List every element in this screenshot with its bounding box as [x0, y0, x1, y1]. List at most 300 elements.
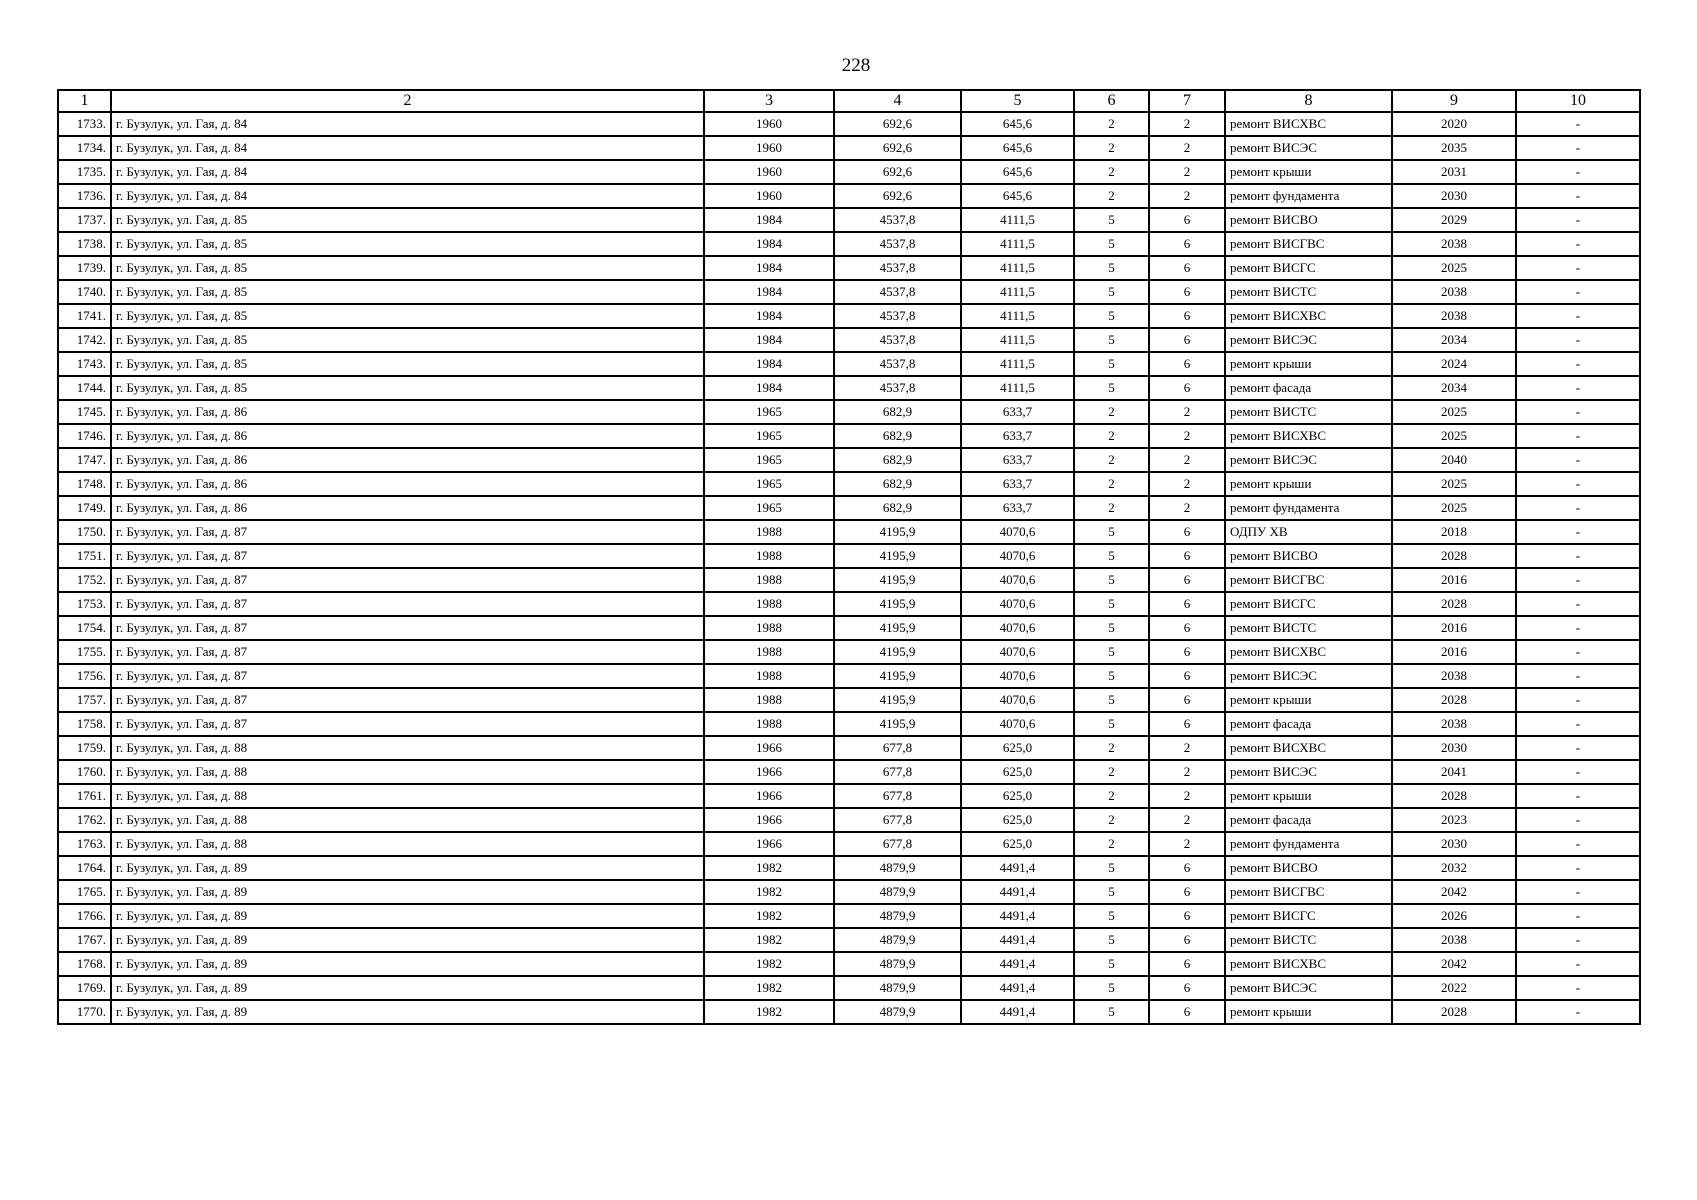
row-number-cell: 1750.: [58, 520, 111, 544]
column-header: 7: [1149, 90, 1225, 112]
work-type-cell: ремонт ВИСХВС: [1225, 112, 1392, 136]
row-number-cell: 1747.: [58, 448, 111, 472]
residential-area-cell: 625,0: [961, 760, 1074, 784]
table-row: [58, 160, 1640, 184]
work-type-cell: ремонт ВИСТС: [1225, 928, 1392, 952]
work-type-cell: ремонт фундамента: [1225, 496, 1392, 520]
address-cell: г. Бузулук, ул. Гая, д. 84: [111, 184, 704, 208]
row-number-cell: 1760.: [58, 760, 111, 784]
address-cell: г. Бузулук, ул. Гая, д. 88: [111, 832, 704, 856]
residential-area-cell: 4070,6: [961, 568, 1074, 592]
row-number-cell: 1751.: [58, 544, 111, 568]
residential-area-cell: 645,6: [961, 136, 1074, 160]
residential-area-cell: 625,0: [961, 736, 1074, 760]
year-built-cell: 1988: [704, 688, 834, 712]
work-type-cell: ремонт ВИСТС: [1225, 280, 1392, 304]
note-cell: -: [1516, 280, 1640, 304]
note-cell: -: [1516, 904, 1640, 928]
entrances-cell: 6: [1149, 688, 1225, 712]
year-built-cell: 1984: [704, 304, 834, 328]
entrances-cell: 6: [1149, 640, 1225, 664]
planned-year-cell: 2025: [1392, 400, 1516, 424]
work-type-cell: ремонт ВИСВО: [1225, 208, 1392, 232]
note-cell: -: [1516, 760, 1640, 784]
note-cell: -: [1516, 1000, 1640, 1024]
total-area-cell: 4537,8: [834, 328, 961, 352]
entrances-cell: 6: [1149, 904, 1225, 928]
row-number-cell: 1752.: [58, 568, 111, 592]
table-row: [58, 952, 1640, 976]
row-number-cell: 1770.: [58, 1000, 111, 1024]
total-area-cell: 4195,9: [834, 544, 961, 568]
note-cell: -: [1516, 112, 1640, 136]
total-area-cell: 682,9: [834, 400, 961, 424]
total-area-cell: 677,8: [834, 784, 961, 808]
floors-cell: 2: [1074, 832, 1149, 856]
year-built-cell: 1982: [704, 904, 834, 928]
entrances-cell: 6: [1149, 1000, 1225, 1024]
planned-year-cell: 2028: [1392, 688, 1516, 712]
address-cell: г. Бузулук, ул. Гая, д. 87: [111, 640, 704, 664]
address-cell: г. Бузулук, ул. Гая, д. 89: [111, 904, 704, 928]
total-area-cell: 677,8: [834, 832, 961, 856]
address-cell: г. Бузулук, ул. Гая, д. 87: [111, 616, 704, 640]
note-cell: -: [1516, 832, 1640, 856]
table-row: [58, 280, 1640, 304]
work-type-cell: ремонт крыши: [1225, 352, 1392, 376]
total-area-cell: 692,6: [834, 136, 961, 160]
table-row: [58, 712, 1640, 736]
address-cell: г. Бузулук, ул. Гая, д. 86: [111, 496, 704, 520]
residential-area-cell: 4111,5: [961, 280, 1074, 304]
work-type-cell: ремонт ВИСГС: [1225, 904, 1392, 928]
total-area-cell: 4195,9: [834, 616, 961, 640]
residential-area-cell: 4070,6: [961, 616, 1074, 640]
year-built-cell: 1984: [704, 232, 834, 256]
address-cell: г. Бузулук, ул. Гая, д. 85: [111, 280, 704, 304]
entrances-cell: 6: [1149, 304, 1225, 328]
table-row: [58, 616, 1640, 640]
note-cell: -: [1516, 856, 1640, 880]
total-area-cell: 4879,9: [834, 1000, 961, 1024]
total-area-cell: 4195,9: [834, 568, 961, 592]
planned-year-cell: 2024: [1392, 352, 1516, 376]
planned-year-cell: 2020: [1392, 112, 1516, 136]
floors-cell: 2: [1074, 472, 1149, 496]
total-area-cell: 4879,9: [834, 856, 961, 880]
year-built-cell: 1966: [704, 784, 834, 808]
row-number-cell: 1769.: [58, 976, 111, 1000]
total-area-cell: 677,8: [834, 808, 961, 832]
entrances-cell: 2: [1149, 784, 1225, 808]
row-number-cell: 1761.: [58, 784, 111, 808]
planned-year-cell: 2030: [1392, 184, 1516, 208]
year-built-cell: 1965: [704, 424, 834, 448]
table-row: [58, 496, 1640, 520]
address-cell: г. Бузулук, ул. Гая, д. 89: [111, 1000, 704, 1024]
address-cell: г. Бузулук, ул. Гая, д. 89: [111, 952, 704, 976]
entrances-cell: 6: [1149, 256, 1225, 280]
total-area-cell: 4537,8: [834, 352, 961, 376]
work-type-cell: ремонт ВИСХВС: [1225, 424, 1392, 448]
total-area-cell: 692,6: [834, 112, 961, 136]
table-row: [58, 304, 1640, 328]
total-area-cell: 4195,9: [834, 664, 961, 688]
row-number-cell: 1740.: [58, 280, 111, 304]
year-built-cell: 1982: [704, 856, 834, 880]
residential-area-cell: 4491,4: [961, 952, 1074, 976]
total-area-cell: 677,8: [834, 760, 961, 784]
row-number-cell: 1749.: [58, 496, 111, 520]
table-row: [58, 424, 1640, 448]
row-number-cell: 1754.: [58, 616, 111, 640]
floors-cell: 2: [1074, 112, 1149, 136]
planned-year-cell: 2034: [1392, 328, 1516, 352]
year-built-cell: 1966: [704, 808, 834, 832]
column-header: 9: [1392, 90, 1516, 112]
entrances-cell: 2: [1149, 736, 1225, 760]
planned-year-cell: 2025: [1392, 424, 1516, 448]
row-number-cell: 1753.: [58, 592, 111, 616]
table-row: [58, 136, 1640, 160]
residential-area-cell: 4070,6: [961, 592, 1074, 616]
planned-year-cell: 2029: [1392, 208, 1516, 232]
note-cell: -: [1516, 592, 1640, 616]
table-row: [58, 352, 1640, 376]
note-cell: -: [1516, 352, 1640, 376]
residential-area-cell: 4070,6: [961, 640, 1074, 664]
entrances-cell: 6: [1149, 376, 1225, 400]
work-type-cell: ремонт ВИСГС: [1225, 256, 1392, 280]
table-row: [58, 688, 1640, 712]
note-cell: -: [1516, 304, 1640, 328]
address-cell: г. Бузулук, ул. Гая, д. 88: [111, 736, 704, 760]
row-number-cell: 1766.: [58, 904, 111, 928]
planned-year-cell: 2042: [1392, 952, 1516, 976]
residential-area-cell: 4070,6: [961, 688, 1074, 712]
work-type-cell: ремонт ВИСГВС: [1225, 232, 1392, 256]
address-cell: г. Бузулук, ул. Гая, д. 86: [111, 448, 704, 472]
residential-area-cell: 4491,4: [961, 904, 1074, 928]
work-type-cell: ремонт ВИСЭС: [1225, 664, 1392, 688]
planned-year-cell: 2023: [1392, 808, 1516, 832]
address-cell: г. Бузулук, ул. Гая, д. 87: [111, 712, 704, 736]
planned-year-cell: 2025: [1392, 496, 1516, 520]
table-row: [58, 808, 1640, 832]
year-built-cell: 1988: [704, 568, 834, 592]
work-type-cell: ремонт ВИСЭС: [1225, 448, 1392, 472]
floors-cell: 5: [1074, 616, 1149, 640]
residential-area-cell: 625,0: [961, 784, 1074, 808]
note-cell: -: [1516, 376, 1640, 400]
address-cell: г. Бузулук, ул. Гая, д. 87: [111, 520, 704, 544]
column-header: 6: [1074, 90, 1149, 112]
work-type-cell: ремонт фундамента: [1225, 832, 1392, 856]
note-cell: -: [1516, 736, 1640, 760]
note-cell: -: [1516, 136, 1640, 160]
planned-year-cell: 2022: [1392, 976, 1516, 1000]
address-cell: г. Бузулук, ул. Гая, д. 86: [111, 472, 704, 496]
work-type-cell: ремонт ВИСГВС: [1225, 568, 1392, 592]
work-type-cell: ремонт ВИСХВС: [1225, 736, 1392, 760]
work-type-cell: ремонт ВИСГВС: [1225, 880, 1392, 904]
row-number-cell: 1763.: [58, 832, 111, 856]
floors-cell: 5: [1074, 544, 1149, 568]
row-number-cell: 1733.: [58, 112, 111, 136]
column-header: 4: [834, 90, 961, 112]
register-table: [57, 89, 1641, 1025]
note-cell: -: [1516, 976, 1640, 1000]
work-type-cell: ремонт ВИСЭС: [1225, 976, 1392, 1000]
year-built-cell: 1960: [704, 112, 834, 136]
entrances-cell: 6: [1149, 952, 1225, 976]
residential-area-cell: 645,6: [961, 160, 1074, 184]
total-area-cell: 4879,9: [834, 904, 961, 928]
year-built-cell: 1966: [704, 760, 834, 784]
address-cell: г. Бузулук, ул. Гая, д. 85: [111, 328, 704, 352]
entrances-cell: 2: [1149, 136, 1225, 160]
floors-cell: 5: [1074, 376, 1149, 400]
row-number-cell: 1767.: [58, 928, 111, 952]
year-built-cell: 1982: [704, 880, 834, 904]
table-row: [58, 472, 1640, 496]
table-row: [58, 736, 1640, 760]
note-cell: -: [1516, 256, 1640, 280]
entrances-cell: 6: [1149, 328, 1225, 352]
address-cell: г. Бузулук, ул. Гая, д. 85: [111, 352, 704, 376]
column-header: 10: [1516, 90, 1640, 112]
row-number-cell: 1741.: [58, 304, 111, 328]
address-cell: г. Бузулук, ул. Гая, д. 87: [111, 688, 704, 712]
floors-cell: 5: [1074, 352, 1149, 376]
row-number-cell: 1739.: [58, 256, 111, 280]
row-number-cell: 1734.: [58, 136, 111, 160]
year-built-cell: 1966: [704, 832, 834, 856]
work-type-cell: ремонт ВИСВО: [1225, 544, 1392, 568]
residential-area-cell: 645,6: [961, 184, 1074, 208]
year-built-cell: 1984: [704, 256, 834, 280]
floors-cell: 5: [1074, 856, 1149, 880]
total-area-cell: 4195,9: [834, 640, 961, 664]
planned-year-cell: 2038: [1392, 664, 1516, 688]
entrances-cell: 2: [1149, 112, 1225, 136]
address-cell: г. Бузулук, ул. Гая, д. 86: [111, 400, 704, 424]
note-cell: -: [1516, 496, 1640, 520]
total-area-cell: 682,9: [834, 424, 961, 448]
total-area-cell: 4537,8: [834, 304, 961, 328]
entrances-cell: 6: [1149, 544, 1225, 568]
floors-cell: 5: [1074, 304, 1149, 328]
entrances-cell: 6: [1149, 352, 1225, 376]
floors-cell: 5: [1074, 328, 1149, 352]
table-header: [58, 90, 1640, 112]
address-cell: г. Бузулук, ул. Гая, д. 88: [111, 784, 704, 808]
residential-area-cell: 4111,5: [961, 304, 1074, 328]
table-row: [58, 640, 1640, 664]
entrances-cell: 6: [1149, 280, 1225, 304]
table-row: [58, 448, 1640, 472]
entrances-cell: 2: [1149, 496, 1225, 520]
year-built-cell: 1988: [704, 640, 834, 664]
total-area-cell: 692,6: [834, 160, 961, 184]
residential-area-cell: 4491,4: [961, 928, 1074, 952]
residential-area-cell: 645,6: [961, 112, 1074, 136]
planned-year-cell: 2016: [1392, 640, 1516, 664]
row-number-cell: 1737.: [58, 208, 111, 232]
work-type-cell: ремонт крыши: [1225, 784, 1392, 808]
column-header: 1: [58, 90, 111, 112]
address-cell: г. Бузулук, ул. Гая, д. 87: [111, 664, 704, 688]
note-cell: -: [1516, 520, 1640, 544]
note-cell: -: [1516, 448, 1640, 472]
total-area-cell: 692,6: [834, 184, 961, 208]
residential-area-cell: 625,0: [961, 808, 1074, 832]
total-area-cell: 4537,8: [834, 208, 961, 232]
floors-cell: 5: [1074, 208, 1149, 232]
entrances-cell: 6: [1149, 208, 1225, 232]
residential-area-cell: 4111,5: [961, 352, 1074, 376]
entrances-cell: 6: [1149, 616, 1225, 640]
total-area-cell: 677,8: [834, 736, 961, 760]
year-built-cell: 1984: [704, 328, 834, 352]
planned-year-cell: 2028: [1392, 784, 1516, 808]
floors-cell: 5: [1074, 280, 1149, 304]
planned-year-cell: 2038: [1392, 928, 1516, 952]
planned-year-cell: 2018: [1392, 520, 1516, 544]
planned-year-cell: 2038: [1392, 232, 1516, 256]
table-row: [58, 832, 1640, 856]
floors-cell: 5: [1074, 904, 1149, 928]
floors-cell: 5: [1074, 520, 1149, 544]
note-cell: -: [1516, 472, 1640, 496]
planned-year-cell: 2035: [1392, 136, 1516, 160]
entrances-cell: 6: [1149, 880, 1225, 904]
table-row: [58, 232, 1640, 256]
total-area-cell: 4195,9: [834, 688, 961, 712]
work-type-cell: ремонт фасада: [1225, 376, 1392, 400]
entrances-cell: 6: [1149, 712, 1225, 736]
row-number-cell: 1759.: [58, 736, 111, 760]
year-built-cell: 1988: [704, 712, 834, 736]
table-row: [58, 568, 1640, 592]
residential-area-cell: 4111,5: [961, 376, 1074, 400]
residential-area-cell: 4111,5: [961, 208, 1074, 232]
note-cell: -: [1516, 880, 1640, 904]
note-cell: -: [1516, 928, 1640, 952]
row-number-cell: 1748.: [58, 472, 111, 496]
table-row: [58, 376, 1640, 400]
address-cell: г. Бузулук, ул. Гая, д. 88: [111, 808, 704, 832]
work-type-cell: ремонт ВИСТС: [1225, 400, 1392, 424]
row-number-cell: 1744.: [58, 376, 111, 400]
planned-year-cell: 2042: [1392, 880, 1516, 904]
table-row: [58, 592, 1640, 616]
planned-year-cell: 2016: [1392, 616, 1516, 640]
year-built-cell: 1988: [704, 520, 834, 544]
year-built-cell: 1965: [704, 448, 834, 472]
row-number-cell: 1757.: [58, 688, 111, 712]
residential-area-cell: 4111,5: [961, 232, 1074, 256]
work-type-cell: ремонт фундамента: [1225, 184, 1392, 208]
address-cell: г. Бузулук, ул. Гая, д. 84: [111, 136, 704, 160]
planned-year-cell: 2038: [1392, 304, 1516, 328]
residential-area-cell: 4491,4: [961, 976, 1074, 1000]
planned-year-cell: 2030: [1392, 832, 1516, 856]
note-cell: -: [1516, 712, 1640, 736]
address-cell: г. Бузулук, ул. Гая, д. 85: [111, 256, 704, 280]
note-cell: -: [1516, 328, 1640, 352]
address-cell: г. Бузулук, ул. Гая, д. 87: [111, 544, 704, 568]
residential-area-cell: 633,7: [961, 400, 1074, 424]
entrances-cell: 2: [1149, 808, 1225, 832]
work-type-cell: ремонт ВИСТС: [1225, 616, 1392, 640]
table-row: [58, 784, 1640, 808]
total-area-cell: 4195,9: [834, 712, 961, 736]
page-number: 228: [841, 55, 871, 76]
table-row: [58, 760, 1640, 784]
residential-area-cell: 4070,6: [961, 520, 1074, 544]
table-row: [58, 976, 1640, 1000]
address-cell: г. Бузулук, ул. Гая, д. 87: [111, 568, 704, 592]
planned-year-cell: 2041: [1392, 760, 1516, 784]
residential-area-cell: 4070,6: [961, 712, 1074, 736]
address-cell: г. Бузулук, ул. Гая, д. 85: [111, 376, 704, 400]
note-cell: -: [1516, 616, 1640, 640]
floors-cell: 2: [1074, 808, 1149, 832]
table-row: [58, 328, 1640, 352]
total-area-cell: 4879,9: [834, 880, 961, 904]
floors-cell: 2: [1074, 784, 1149, 808]
row-number-cell: 1756.: [58, 664, 111, 688]
work-type-cell: ремонт крыши: [1225, 688, 1392, 712]
entrances-cell: 6: [1149, 664, 1225, 688]
table-body: [58, 112, 1640, 1024]
row-number-cell: 1758.: [58, 712, 111, 736]
note-cell: -: [1516, 808, 1640, 832]
row-number-cell: 1745.: [58, 400, 111, 424]
note-cell: -: [1516, 784, 1640, 808]
year-built-cell: 1984: [704, 208, 834, 232]
work-type-cell: ремонт фасада: [1225, 808, 1392, 832]
year-built-cell: 1988: [704, 664, 834, 688]
work-type-cell: ремонт крыши: [1225, 160, 1392, 184]
address-cell: г. Бузулук, ул. Гая, д. 88: [111, 760, 704, 784]
note-cell: -: [1516, 664, 1640, 688]
total-area-cell: 4537,8: [834, 280, 961, 304]
column-header: 3: [704, 90, 834, 112]
entrances-cell: 6: [1149, 592, 1225, 616]
planned-year-cell: 2025: [1392, 256, 1516, 280]
address-cell: г. Бузулук, ул. Гая, д. 89: [111, 856, 704, 880]
header-row: [58, 90, 1640, 112]
row-number-cell: 1762.: [58, 808, 111, 832]
note-cell: -: [1516, 208, 1640, 232]
table-row: [58, 256, 1640, 280]
address-cell: г. Бузулук, ул. Гая, д. 85: [111, 232, 704, 256]
address-cell: г. Бузулук, ул. Гая, д. 89: [111, 976, 704, 1000]
year-built-cell: 1984: [704, 352, 834, 376]
planned-year-cell: 2032: [1392, 856, 1516, 880]
year-built-cell: 1982: [704, 1000, 834, 1024]
work-type-cell: ОДПУ ХВ: [1225, 520, 1392, 544]
entrances-cell: 6: [1149, 520, 1225, 544]
address-cell: г. Бузулук, ул. Гая, д. 84: [111, 112, 704, 136]
floors-cell: 2: [1074, 400, 1149, 424]
row-number-cell: 1764.: [58, 856, 111, 880]
work-type-cell: ремонт ВИСЭС: [1225, 136, 1392, 160]
entrances-cell: 6: [1149, 928, 1225, 952]
row-number-cell: 1755.: [58, 640, 111, 664]
